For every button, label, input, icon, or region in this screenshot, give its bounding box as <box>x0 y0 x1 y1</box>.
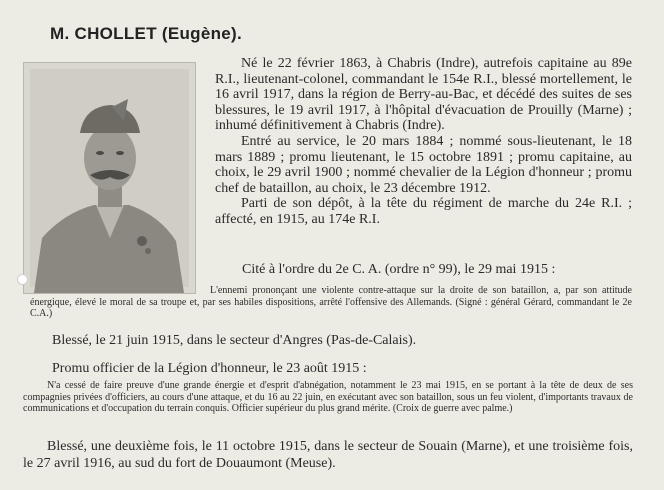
citation-2-text <box>23 380 633 415</box>
citation-1-text <box>30 285 632 320</box>
citation-1-title: Cité à l'ordre du 2e C. A. (ordre n° 99), le 29 mai 1915 : <box>242 262 556 277</box>
page-heading: M. CHOLLET (Eugène). <box>50 24 243 43</box>
biography-text <box>215 56 632 228</box>
citation-1-body: L'ennemi prononçant une violente contre-attaque sur la droite de son bataillon, a, par son attitude énergique, élevé le moral de sa troupe et, par ses habiles dispositions, arrêté l'offensive des Allemands. (Signé : général Gérard, commandant le 2e C.A.) <box>30 285 632 320</box>
wounded-2-text <box>23 438 633 472</box>
portrait-photo <box>23 62 196 294</box>
citation-2-body: N'a cessé de faire preuve d'une grande énergie et d'esprit d'abnégation, notamment le 23 mai 1915, en se portant à la tête de deux de ses compagnies privées d'officiers, au cours d'une attaque, et du 16 au 22 juin, en exécutant avec son bataillon, sous un feu violent, d'importants travaux de communications et d'occupation du terrain conquis. Officier supérieur du plus grand mérite. (Croix de guerre avec palme.) <box>23 380 633 415</box>
wounded-2: Blessé, une deuxième fois, le 11 octobre 1915, dans le secteur de Souain (Marne), et une troisième fois, le 27 avril 1916, au sud du fort de Douaumont (Meuse). <box>23 439 633 471</box>
wounded-1: Blessé, le 21 juin 1915, dans le secteur d'Angres (Pas-de-Calais). <box>52 333 417 348</box>
citation-2-title: Promu officier de la Légion d'honneur, le 23 août 1915 : <box>52 361 367 376</box>
biography-paragraph: Parti de son dépôt, à la tête du régiment de marche du 24e R.I. ; affecté, en 1915, au 174e R.I. <box>215 196 632 227</box>
page-punch-mark <box>17 274 28 285</box>
biography-paragraph: Entré au service, le 20 mars 1884 ; nommé sous-lieutenant, le 18 mars 1889 ; promu lieutenant, le 15 octobre 1891 ; promu capitaine, au choix, le 29 avril 1900 ; nommé chevalier de la Légion d'honneur ; promu chef de bataillon, au choix, le 23 décembre 1912. <box>215 133 632 196</box>
biography-paragraph: Né le 22 février 1863, à Chabris (Indre), autrefois capitaine au 89e R.I., lieutenant-colonel, commandant le 154e R.I., blessé mortellement, le 16 avril 1917, dans la région de Berry-au-Bac, et décédé des suites de ses blessures, le 19 avril 1917, à l'hôpital d'évacuation de Prouilly (Marne) ; inhumé définitivement à Chabris (Indre). <box>215 56 632 134</box>
